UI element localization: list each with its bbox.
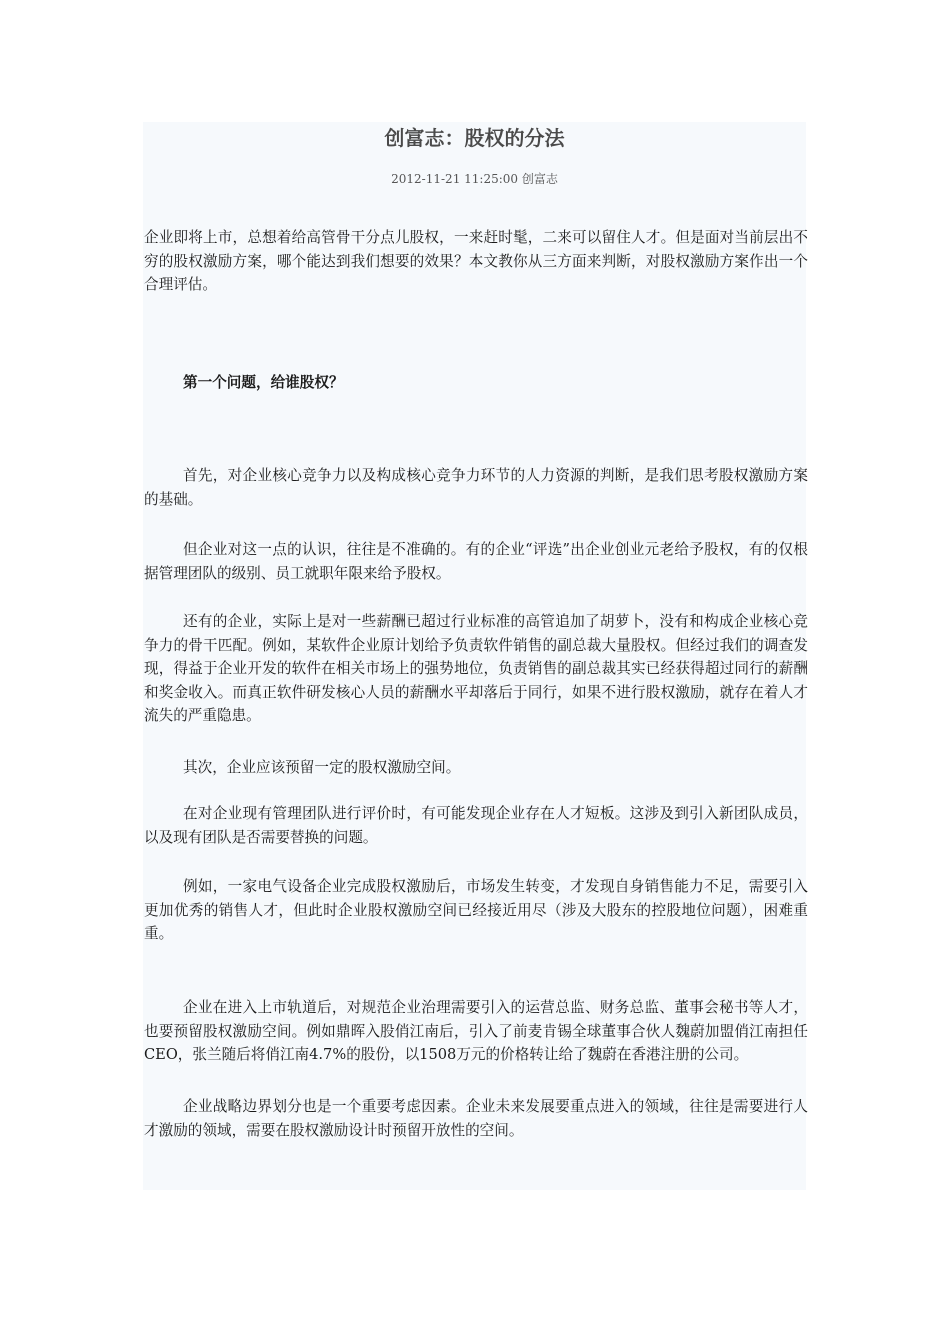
paragraph-4: 其次，企业应该预留一定的股权激励空间。 [183, 759, 461, 776]
paragraph-2: 但企业对这一点的认识，往往是不准确的。有的企业“评选”出企业创业元老给予股权，有的仅根据管理团队的级别、员工就职年限来给予股权。 [144, 541, 808, 582]
section-heading: 第一个问题，给谁股权？ [183, 374, 344, 391]
paragraph-8: 企业战略边界划分也是一个重要考虑因素。企业未来发展要重点进入的领域，往往是需要进行人才激励的领域，需要在股权激励设计时预留开放性的空间。 [144, 1098, 808, 1139]
article-title: 创富志：股权的分法 [384, 126, 565, 150]
paragraph-3: 还有的企业，实际上是对一些薪酬已超过行业标准的高管追加了胡萝卜，没有和构成企业核心竞争力的骨干匹配。例如，某软件企业原计划给予负责软件销售的副总裁大量股权。但经过我们的调查发现，得益于企业开发的软件在相关市场上的强势地位，负责销售的副总裁其实已经获得超过同行的薪酬和奖金收入。而真正软件研发核心人员的薪酬水平却落后于同行，如果不进行股权激励，就存在着人才流失的严重隐患。 [144, 613, 808, 724]
paragraph-1: 首先，对企业核心竞争力以及构成核心竞争力环节的人力资源的判断，是我们思考股权激励方案的基础。 [144, 467, 808, 508]
intro-paragraph: 企业即将上市，总想着给高管骨干分点儿股权，一来赶时髦，二来可以留住人才。但是面对当前层出不穷的股权激励方案，哪个能达到我们想要的效果？本文教你从三方面来判断，对股权激励方案作出一个合理评估。 [144, 229, 808, 293]
paragraph-5: 在对企业现有管理团队进行评价时，有可能发现企业存在人才短板。这涉及到引入新团队成员，以及现有团队是否需要替换的问题。 [144, 805, 808, 846]
paragraph-7: 企业在进入上市轨道后，对规范企业治理需要引入的运营总监、财务总监、董事会秘书等人才，也要预留股权激励空间。例如鼎晖入股俏江南后，引入了前麦肯锡全球董事合伙人魏蔚加盟俏江南担任CEO，张兰随后将俏江南4.7%的股份，以1508万元的价格转让给了魏蔚在香港注册的公司。 [144, 999, 808, 1063]
article-meta: 2012-11-21 11:25:00 创富志 [391, 172, 558, 186]
paragraph-6: 例如，一家电气设备企业完成股权激励后，市场发生转变，才发现自身销售能力不足，需要引入更加优秀的销售人才，但此时企业股权激励空间已经接近用尽（涉及大股东的控股地位问题），困难重重。 [144, 878, 808, 942]
